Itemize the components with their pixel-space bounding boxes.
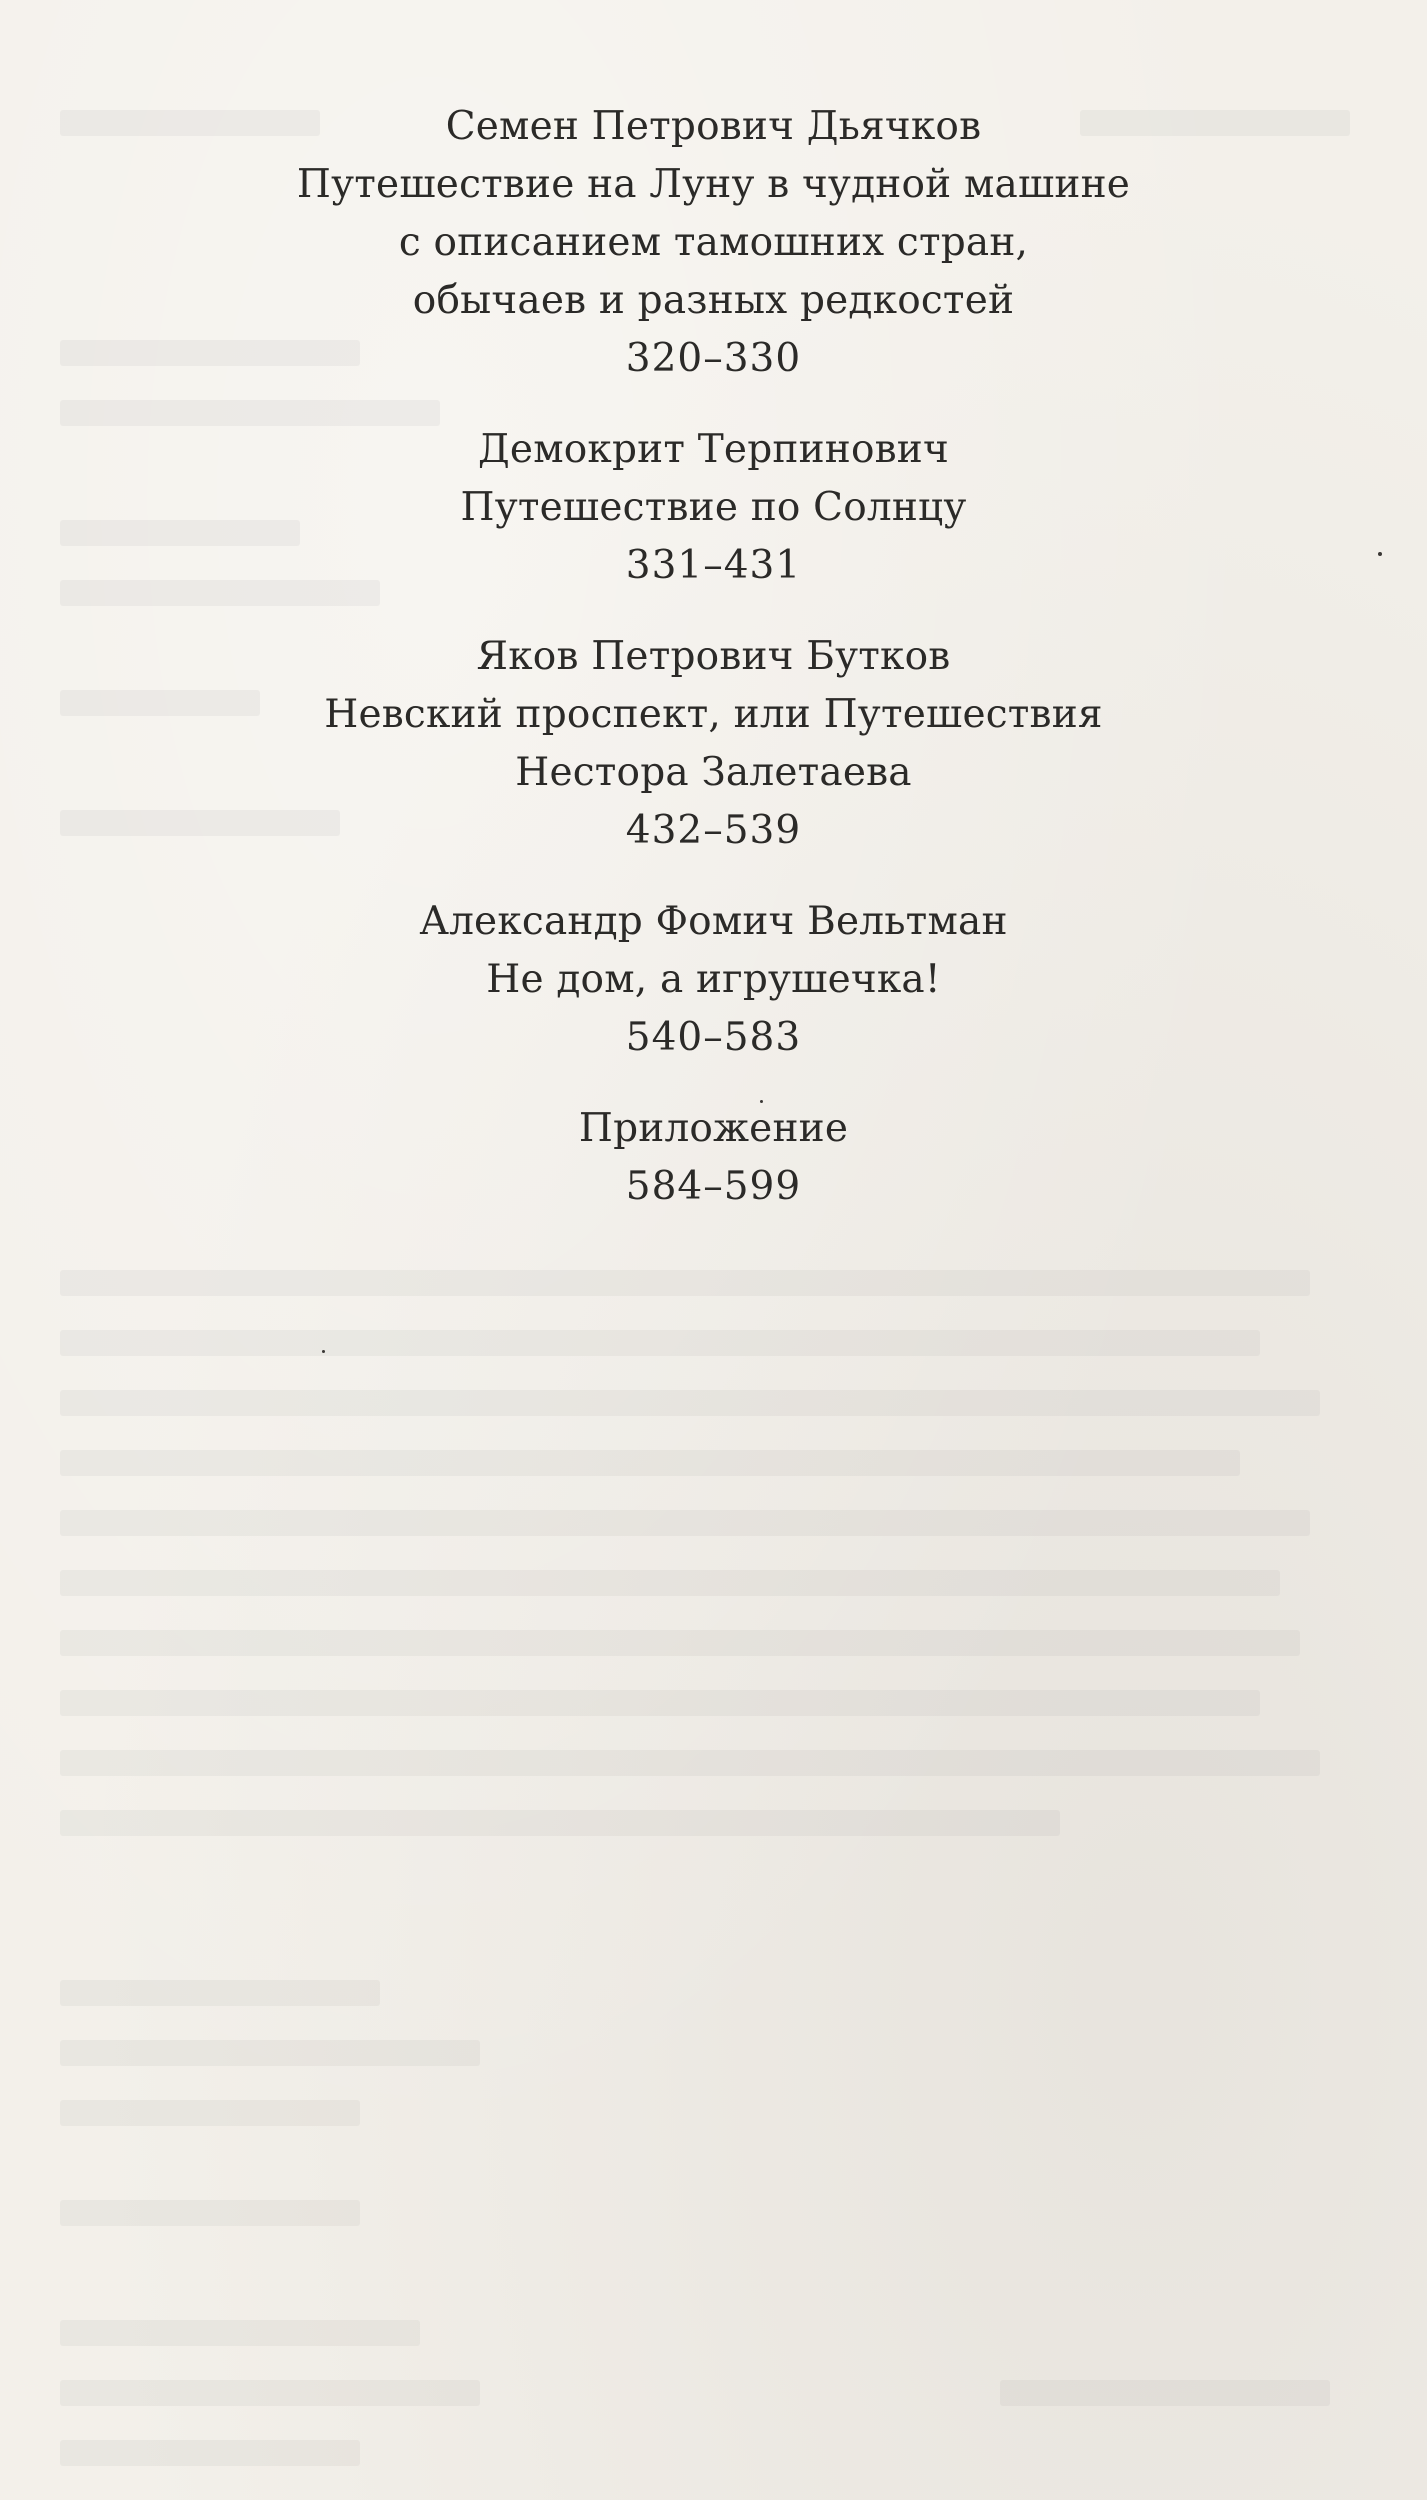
- toc-entry-author: Яков Петрович Бутков: [476, 634, 951, 679]
- toc-entry-title-line: Нестора Залетаева: [515, 750, 912, 795]
- toc-entry-pages: 540–583: [625, 1015, 802, 1060]
- toc-entry-author: Семен Петрович Дьячков: [445, 104, 982, 149]
- toc-entry: [0, 1100, 1427, 1216]
- toc-entry-pages: 432–539: [625, 808, 802, 853]
- toc-entry-title-line: Путешествие на Луну в чудной машине: [296, 162, 1131, 207]
- toc-entry: [0, 421, 1427, 595]
- toc-entry: [0, 893, 1427, 1067]
- toc-entry: [0, 98, 1427, 388]
- toc-entry-title-line: Путешествие по Солнцу: [460, 485, 967, 530]
- toc-entry-title-line: с описанием тамошних стран,: [398, 220, 1029, 265]
- toc-entry-appendix-label: Приложение: [578, 1106, 849, 1151]
- paper-speck: [760, 1100, 763, 1103]
- toc-entry-author: Александр Фомич Вельтман: [419, 899, 1008, 944]
- toc-entry-pages: 584–599: [625, 1164, 802, 1209]
- table-of-contents: [0, 98, 1427, 1216]
- toc-entry-author: Демокрит Терпинович: [478, 427, 949, 472]
- toc-entry-title-line: Невский проспект, или Путешествия: [324, 692, 1103, 737]
- toc-entry: [0, 628, 1427, 860]
- toc-entry-title-line: Не дом, а игрушечка!: [486, 957, 941, 1002]
- paper-speck: [322, 1350, 325, 1353]
- toc-entry-pages: 320–330: [625, 336, 802, 381]
- toc-entry-title-line: обычаев и разных редкостей: [412, 278, 1015, 323]
- toc-entry-pages: 331–431: [625, 543, 802, 588]
- paper-speck: [1378, 552, 1382, 556]
